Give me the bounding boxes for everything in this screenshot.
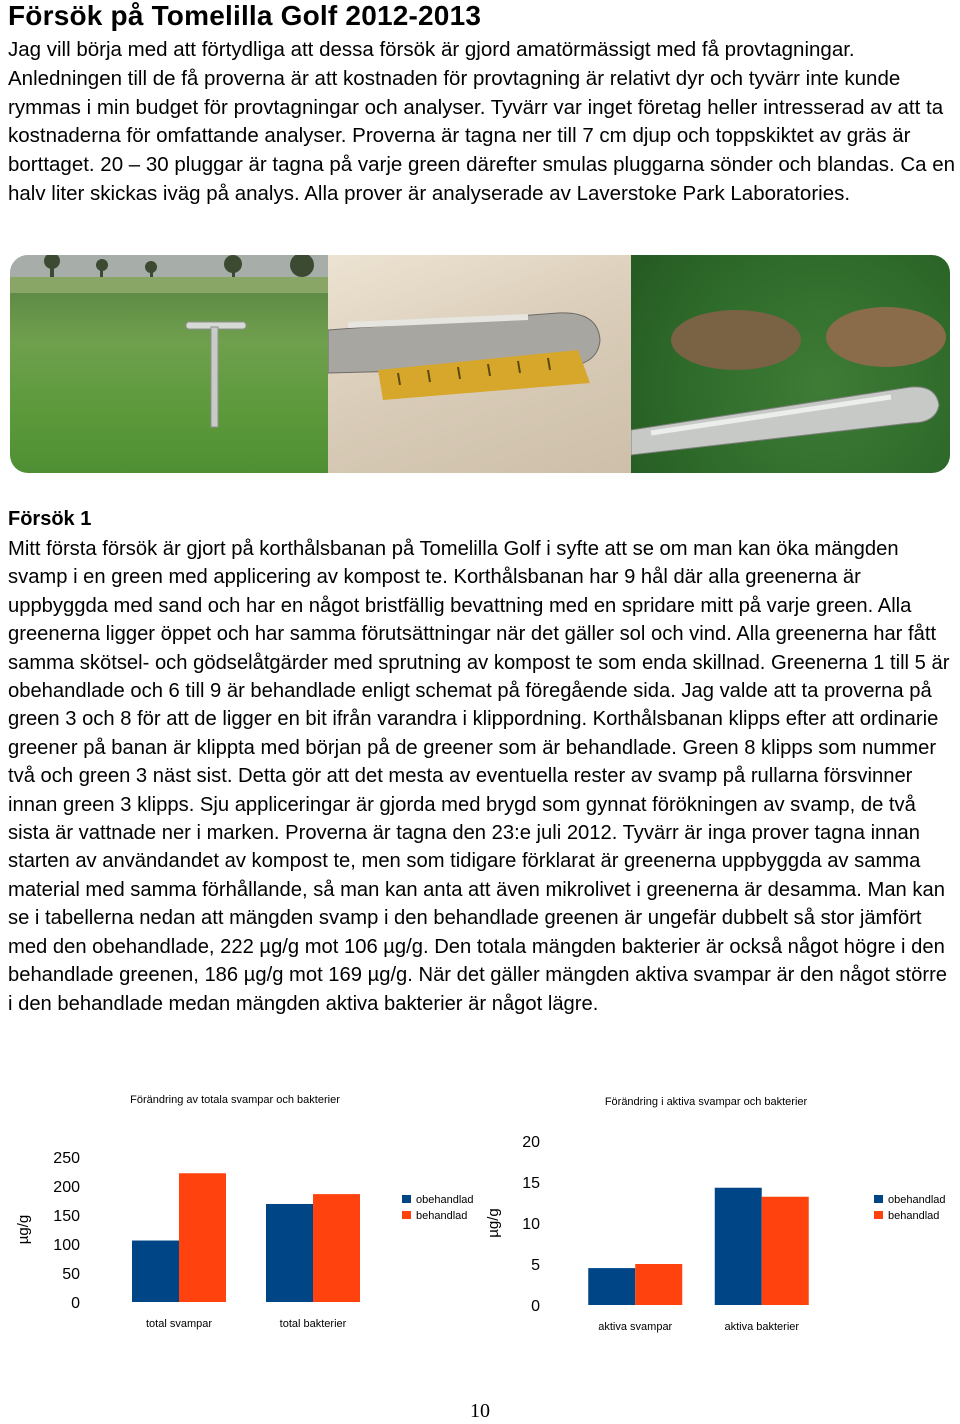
legend-swatch [402, 1211, 411, 1219]
soil-plugs-on-grass-photo [631, 255, 950, 473]
page-number: 10 [470, 1400, 490, 1422]
legend-swatch [874, 1195, 883, 1203]
green-photo-illustration [10, 255, 328, 473]
y-tick-label: 250 [53, 1150, 80, 1167]
chart-title: Förändring av totala svampar och bakterier [130, 1094, 340, 1106]
intro-paragraph: Jag vill börja med att förtydliga att dessa försök är gjord amatörmässigt med få provtagningar. Anledningen till de få proverna är att kostnaden för provtagning är relativt dyr och tyvärr inte kunde rymmas i min budget för provtagningar och analyser. Tyvärr var inget företag heller intresserad av att ta kostnaderna för omfattande analyser. Proverna är tagna ner till 7 cm djup och toppskiktet av gräs är borttaget. 20 – 30 pluggar är tagna på varje green därefter smulas pluggarna sönder och blandas. Ca en halv liter skickas iväg på analys. Alla prover är analyserade av Laverstoke Park Laboratories. [8, 38, 956, 205]
bar-obehandlad [266, 1204, 313, 1302]
chart-title: Förändring i aktiva svampar och bakterier [604, 1096, 808, 1108]
section-body-forsok-1: Mitt första försök är gjort på korthålsbanan på Tomelilla Golf i syfte att se om man kan öka mängden svamp i en green med applicering av kompost te. Korthålsbanan har 9 hål där alla greenerna är uppbyggda med sand och har en något bristfällig bevattning med en spridare mitt på varje green. Alla greenerna ligger öppet och har samma förutsättningar när det gäller sol och vind. Alla greenerna har fått samma skötsel- och gödselåtgärder med sprutning av kompost te som enda skillnad. Greenerna 1 till 5 är obehandlade och 6 till 9 är behandlade enligt schemat på föregående sida. Jag valde att ta proverna på green 3 och 8 för att de ligger en bit ifrån varandra i klippordning. Korthålsbanan klipps efter att ordinarie greener på banan är klippta med början på de greener som är behandlade. Green 8 klipps som nummer två och green 3 näst sist. Detta gör att det mesta av eventuella rester av svamp på rullarna försvinner innan green 3 klipps. Sju appliceringar är gjorda med brygd som gynnat förökningen av svamp, de två sista är vattnade ner i marken. Proverna är tagna den 23:e juli 2012. Tyvärr är inga prover tagna innan starten av användandet av kompost te, men som tidigare förklarat är greenerna uppbyggda av samma material med samma förhållande, så man kan anta att även mikrolivet i greenerna är desamma. Man kan se i tabellerna nedan att mängden svamp i den behandlade greenen är ungefär dubbelt så stor jämfört med den obehandlade, 222 µg/g mot 106 µg/g. Den totala mängden bakterier är också något högre i den behandlade greenen, 186 µg/g mot 169 µg/g. När det gäller mängden aktiva svampar är den något större i den behandlade medan mängden aktiva bakterier är något lägre. [8, 538, 950, 1015]
photo-strip [10, 255, 950, 473]
x-category-label: total bakterier [279, 1318, 347, 1330]
probe-ruler-illustration [328, 255, 631, 473]
legend-label: obehandlad [888, 1194, 946, 1206]
green-soil-probe-photo [10, 255, 328, 473]
y-tick-label: 0 [71, 1295, 80, 1312]
y-tick-label: 20 [522, 1134, 540, 1151]
soil-probe-ruler-photo [328, 255, 631, 473]
x-category-label: aktiva bakterier [724, 1321, 800, 1333]
legend-label: obehandlad [416, 1194, 474, 1206]
soil-plugs-illustration [631, 255, 950, 473]
y-tick-label: 150 [53, 1208, 80, 1225]
bar-obehandlad [588, 1268, 635, 1305]
legend-swatch [402, 1195, 411, 1203]
y-tick-label: 100 [53, 1237, 80, 1254]
legend-swatch [874, 1211, 883, 1219]
legend-label: behandlad [888, 1210, 940, 1222]
y-tick-label: 0 [531, 1298, 540, 1315]
bar-behandlad [313, 1194, 360, 1302]
legend-label: behandlad [416, 1210, 468, 1222]
y-axis-label: µg/g [485, 1208, 502, 1238]
bar-obehandlad [715, 1188, 762, 1305]
bar-obehandlad [132, 1241, 179, 1302]
y-tick-label: 5 [531, 1257, 540, 1274]
page-title: Försök på Tomelilla Golf 2012-2013 [8, 0, 482, 31]
y-tick-label: 15 [522, 1175, 540, 1192]
y-tick-label: 200 [53, 1179, 80, 1196]
y-tick-label: 10 [522, 1216, 540, 1233]
bar-behandlad [635, 1264, 682, 1305]
y-axis-label: µg/g [15, 1214, 32, 1245]
bar-behandlad [762, 1197, 809, 1305]
chart-total-svampar-bakterier [0, 1085, 480, 1345]
bar-behandlad [179, 1173, 226, 1302]
x-category-label: total svampar [145, 1318, 213, 1330]
x-category-label: aktiva svampar [598, 1321, 673, 1333]
y-tick-label: 50 [62, 1266, 80, 1283]
chart-aktiva-svampar-bakterier [480, 1085, 960, 1345]
section-heading-forsok-1: Försök 1 [8, 508, 92, 530]
